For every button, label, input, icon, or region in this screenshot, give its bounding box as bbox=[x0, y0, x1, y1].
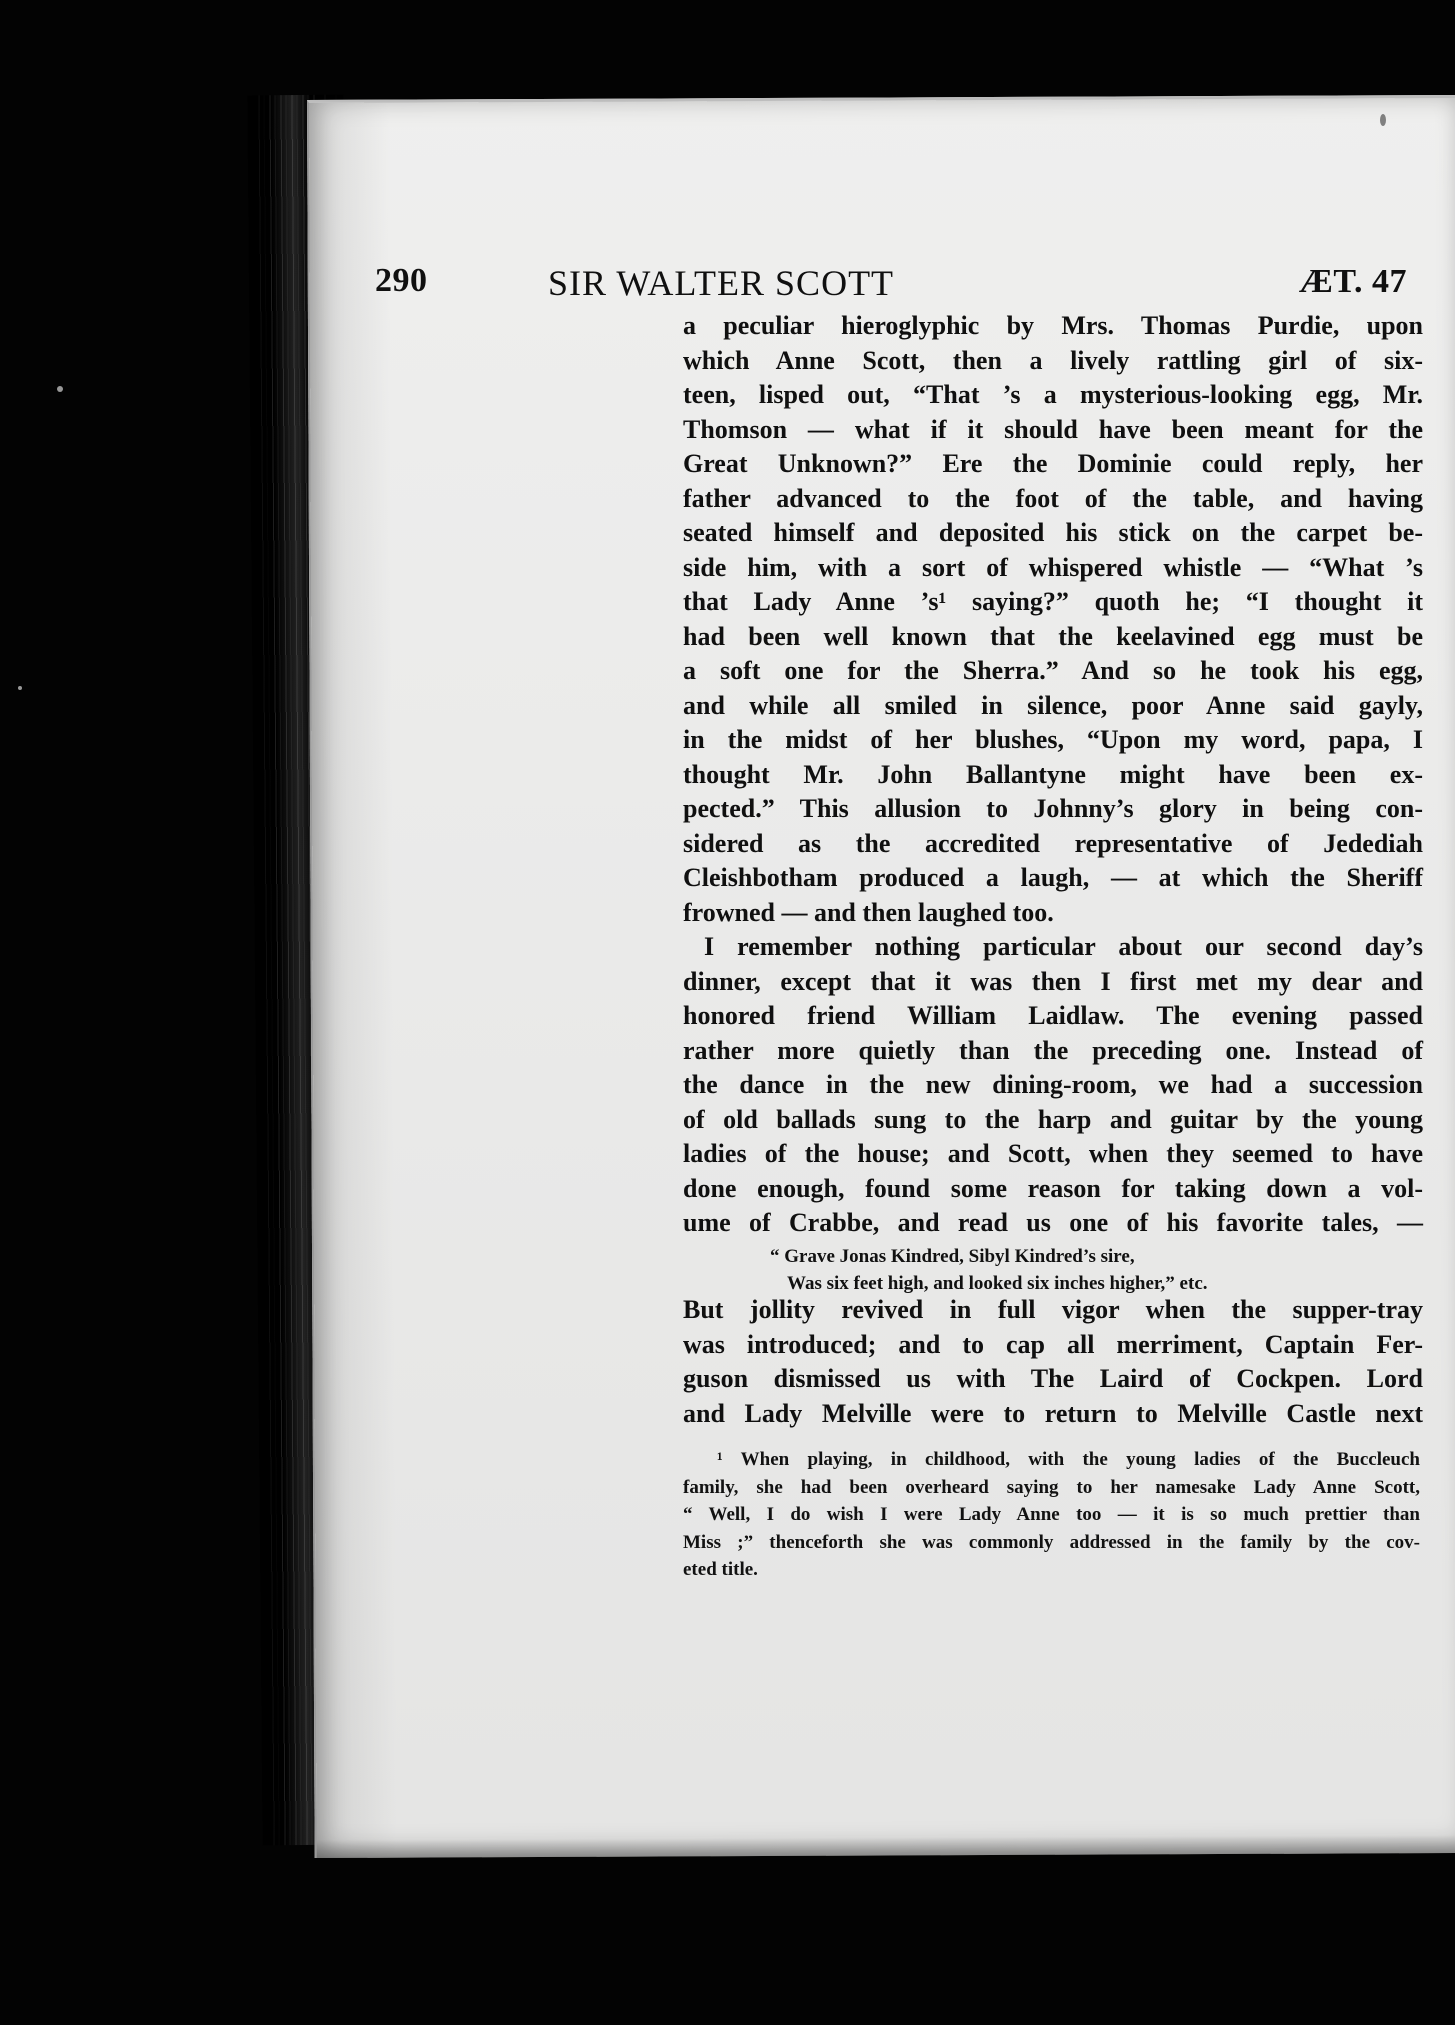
footnote-line: ¹ When playing, in childhood, with the young ladies of the Buccleuch bbox=[717, 1449, 1420, 1470]
body-line: the dance in the new dining-room, we had a succession bbox=[683, 1070, 1423, 1099]
verse-line: “ Grave Jonas Kindred, Sibyl Kindred’s sire, bbox=[770, 1246, 1135, 1267]
age-marker: ÆT. 47 bbox=[1298, 263, 1407, 300]
body-line: done enough, found some reason for taking down a vol- bbox=[683, 1173, 1423, 1203]
body-line: of old ballads sung to the harp and guitar by the young bbox=[683, 1104, 1423, 1134]
page-header bbox=[375, 262, 1415, 316]
body-line: Great Unknown?” Ere the Dominie could reply, her bbox=[683, 449, 1423, 478]
verse-line: Was six feet high, and looked six inches higher,” etc. bbox=[787, 1273, 1208, 1294]
verse-quote bbox=[770, 1243, 1410, 1297]
body-line: had been well known that the keelavined egg must be bbox=[683, 621, 1423, 651]
footnote-line: eted title. bbox=[683, 1559, 758, 1580]
body-line: side him, with a sort of whispered whistle — “What ’s bbox=[683, 552, 1423, 582]
body-line: thought Mr. John Ballantyne might have been ex- bbox=[683, 759, 1423, 789]
body-line: a soft one for the Sherra.” And so he took his egg, bbox=[683, 656, 1423, 685]
page-smudge bbox=[1380, 114, 1386, 126]
body-line: that Lady Anne ’s¹ saying?” quoth he; “I thought it bbox=[683, 587, 1423, 616]
body-text-before-quote bbox=[683, 309, 1423, 1241]
body-line: Thomson — what if it should have been meant for the bbox=[683, 414, 1423, 444]
scan-dust-mark bbox=[18, 686, 22, 690]
body-line: honored friend William Laidlaw. The evening passed bbox=[683, 1001, 1423, 1030]
body-line: seated himself and deposited his stick on the carpet be- bbox=[683, 518, 1423, 547]
body-line: was introduced; and to cap all merriment, Captain Fer- bbox=[683, 1329, 1423, 1359]
body-line: But jollity revived in full vigor when the supper-tray bbox=[683, 1295, 1423, 1324]
body-line: pected.” This allusion to Johnny’s glory in being con- bbox=[683, 794, 1423, 823]
body-line: which Anne Scott, then a lively rattling girl of six- bbox=[683, 345, 1423, 375]
body-line: rather more quietly than the preceding one. Instead of bbox=[683, 1035, 1423, 1065]
body-text-after-quote bbox=[683, 1293, 1423, 1431]
scan-dust-mark bbox=[57, 386, 63, 392]
body-line: ladies of the house; and Scott, when they seemed to have bbox=[683, 1139, 1423, 1168]
body-line: in the midst of her blushes, “Upon my word, papa, I bbox=[683, 725, 1423, 754]
body-line: and Lady Melville were to return to Melville Castle next bbox=[683, 1398, 1423, 1428]
footnote-line: Miss ;” thenceforth she was commonly addressed in the family by the cov- bbox=[683, 1531, 1420, 1553]
body-line: and while all smiled in silence, poor Anne said gayly, bbox=[683, 690, 1423, 720]
body-line: frowned — and then laughed too. bbox=[683, 897, 1054, 927]
body-line: a peculiar hieroglyphic by Mrs. Thomas Purdie, upon bbox=[683, 311, 1423, 340]
body-line: dinner, except that it was then I first met my dear and bbox=[683, 966, 1423, 996]
footnote-line: “ Well, I do wish I were Lady Anne too — it is so much prettier than bbox=[683, 1504, 1420, 1525]
body-line: teen, lisped out, “That ’s a mysterious-looking egg, Mr. bbox=[683, 380, 1423, 409]
running-title: SIR WALTER SCOTT bbox=[548, 263, 895, 303]
page-number: 290 bbox=[375, 262, 428, 299]
body-line: ume of Crabbe, and read us one of his favorite tales, — bbox=[683, 1208, 1423, 1237]
body-line: Cleishbotham produced a laugh, — at which the Sheriff bbox=[683, 863, 1423, 892]
body-line: sidered as the accredited representative of Jedediah bbox=[683, 828, 1423, 858]
footnote bbox=[683, 1446, 1420, 1584]
body-line: guson dismissed us with The Laird of Cockpen. Lord bbox=[683, 1364, 1423, 1393]
footnote-line: family, she had been overheard saying to her namesake Lady Anne Scott, bbox=[683, 1476, 1420, 1498]
body-line: father advanced to the foot of the table, and having bbox=[683, 483, 1423, 513]
body-line: I remember nothing particular about our second day’s bbox=[704, 932, 1423, 961]
